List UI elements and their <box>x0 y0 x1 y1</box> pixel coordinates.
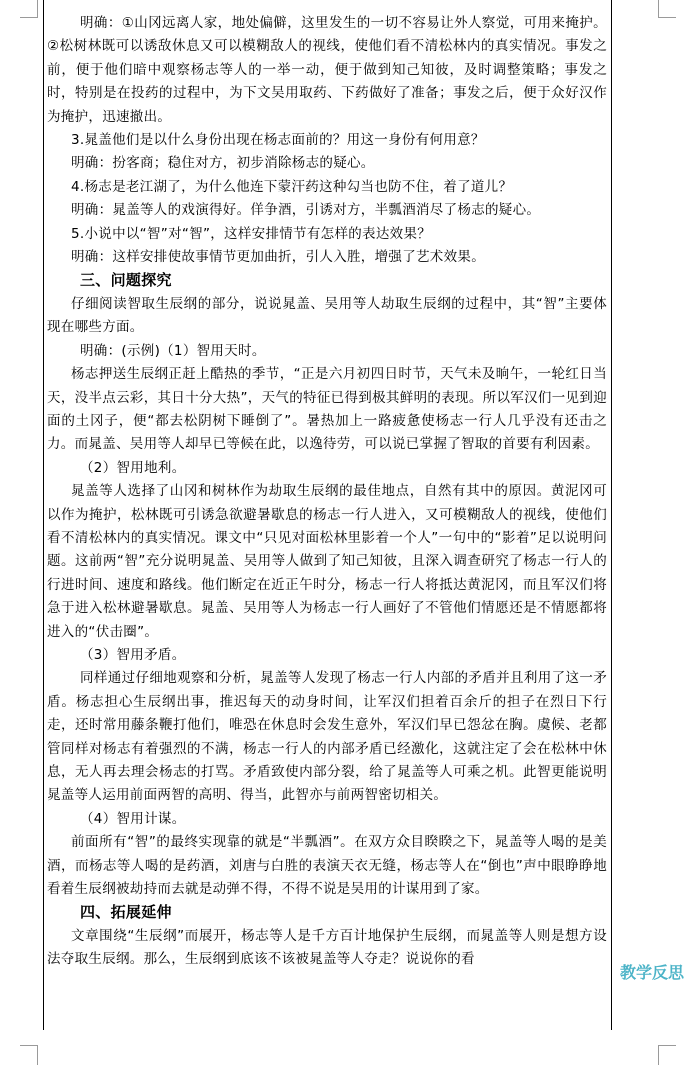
main-text-column <box>47 12 607 972</box>
answer-5: 明确：这样安排使故事情节更加曲折，引人入胜，增强了艺术效果。 <box>71 249 485 266</box>
paragraph-strategy: 前面所有“智”的最终实现靠的就是“半瓢酒”。在双方众目睽睽之下，晁盖等人喝的是美酒，而杨志等人喝的是药酒，刘唐与白胜的表演天衣无缝，杨志等人在“倒也”声中眼睁睁地看着生辰纲被劫持而去就是动弹不得，不得不说是吴用的计谋用到了家。 <box>47 834 607 898</box>
question-4: 4.杨志是老江湖了，为什么他连下蒙汗药这种勾当也防不住，着了道儿？ <box>71 178 513 195</box>
crop-mark-top-right-h <box>658 17 676 18</box>
paragraph-terrain: 晁盖等人选择了山冈和树林作为劫取生辰纲的最佳地点，自然有其中的原因。黄泥冈可以作为掩护，松林既可引诱急欲避暑歇息的杨志一行人进入，又可模糊敌人的视线，使他们看不清松林内的真实情况。课文中“只见对面松林里影着一个人”一句中的“影着”足以说明问题。这前两“智”充分说明晁盖、吴用等人做到了知己知彼，且深入调查研究了杨志一行人的行进时间、速度和路线。他们断定在近正午时分，杨志一行人将抵达黄泥冈，而且军汉们将急于进入松林避暑歇息。晁盖、吴用等人为杨志一行人画好了不管他们情愿还是不情愿都将进入的“伏击圈”。 <box>47 483 607 640</box>
crop-mark-top-right-v <box>658 0 659 18</box>
left-table-border <box>43 0 44 1030</box>
crop-mark-top-left-h <box>20 17 38 18</box>
paragraph-timing: 杨志押送生辰纲正赶上酷热的季节，“正是六月初四日时节，天气未及晌午，一轮红日当天，没半点云彩，其日十分大热”，天气的特征已得到极其鲜明的表现。所以军汉们一见到迎面的土冈子，便“都去松阴树下睡倒了”。暑热加上一路疲惫使杨志一行人几乎没有还击之力。而晁盖、吴用等人却早已等候在此，以逸待劳，可以说已掌握了智取的首要有利因素。 <box>47 366 607 453</box>
answer-3: 明确：扮客商；稳住对方，初步消除杨志的疑心。 <box>71 155 375 172</box>
crop-mark-bottom-right-v <box>658 1045 659 1065</box>
inquiry-prompt: 仔细阅读智取生辰纲的部分，说说晁盖、吴用等人劫取生辰纲的过程中，其“智”主要体现在哪些方面。 <box>47 295 607 336</box>
right-table-border <box>611 0 612 1030</box>
question-3: 3.晁盖他们是以什么身份出现在杨志面前的？用这一身份有何用意？ <box>71 132 485 149</box>
crop-mark-bottom-left-v <box>37 1045 38 1065</box>
subheading-terrain: （2）智用地利。 <box>80 459 186 476</box>
section-heading-4: 四、拓展延伸 <box>80 903 172 922</box>
paragraph-answer-setting: 明确：①山冈远离人家，地处偏僻，这里发生的一切不容易让外人察觉，可用来掩护。②松树林既可以诱敌休息又可以模糊敌人的视线，使他们看不清松林内的真实情况。事发之前，便于他们暗中观察杨志等人的一举一动，便于做到知己知彼，及时调整策略；事发之时，特别是在投药的过程中，为下文吴用取药、下药做好了准备；事发之后，便于众好汉作为掩护，迅速撤出。 <box>47 15 607 125</box>
question-5: 5.小说中以“智”对“智”，这样安排情节有怎样的表达效果？ <box>71 225 432 242</box>
section-heading-3: 三、问题探究 <box>80 271 172 290</box>
crop-mark-top-left-v <box>37 0 38 18</box>
subheading-strategy: （4）智用计谋。 <box>80 810 186 827</box>
answer-4: 明确：晁盖等人的戏演得好。佯争酒，引诱对方，半瓢酒消尽了杨志的疑心。 <box>71 202 541 219</box>
paragraph-conflict: 同样通过仔细地观察和分析，晁盖等人发现了杨志一行人内部的矛盾并且利用了这一矛盾。杨志担心生辰纲出事，推迟每天的动身时间，让军汉们担着百余斤的担子在烈日下行走，还时常用藤条鞭打他们，唯恐在休息时会发生意外，军汉们早已怨忿在胸。虞候、老都管同样对杨志有着强烈的不满，杨志一行人的内部矛盾已经激化，这就注定了会在松林中休息，无人再去理会杨志的打骂。矛盾致使内部分裂，给了晁盖等人可乘之机。此智更能说明晁盖等人运用前面两智的高明、得当，此智亦与前两智密切相关。 <box>47 670 607 804</box>
subheading-conflict: （3）智用矛盾。 <box>80 646 186 663</box>
inquiry-answer-intro: 明确：(示例)（1）智用天时。 <box>80 342 266 359</box>
crop-mark-bottom-right-h <box>658 1045 676 1046</box>
crop-mark-bottom-left-h <box>20 1045 38 1046</box>
teaching-reflection-label: 教学反思 <box>620 963 685 982</box>
paragraph-extension: 文章围绕“生辰纲”而展开，杨志等人是千方百计地保护生辰纲，而晁盖等人则是想方设法夺取生辰纲。那么，生辰纲到底该不该被晁盖等人夺走？说说你的看 <box>47 927 607 968</box>
